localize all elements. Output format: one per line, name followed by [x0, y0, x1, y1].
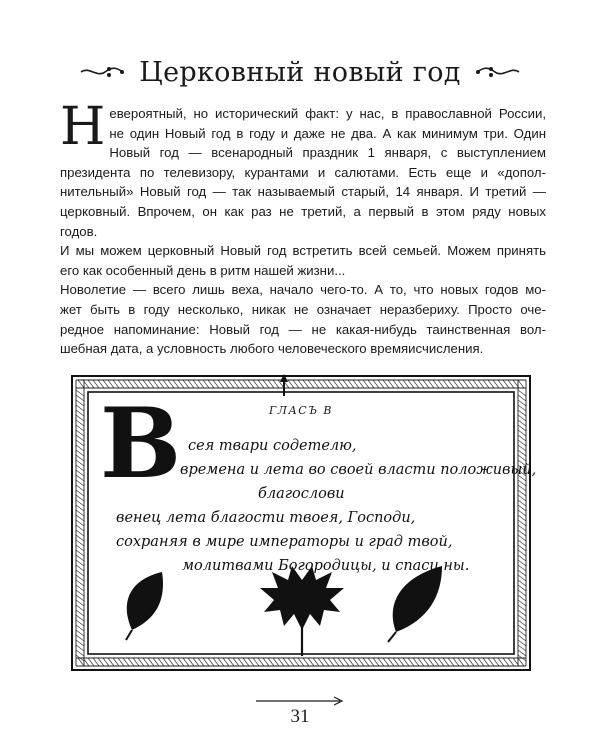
page-number: 31	[290, 706, 310, 727]
page-title: Церковный новый год	[139, 56, 461, 88]
text-line: церковный. Впрочем, он как раз не третий, а первый в этом ряду новых	[60, 203, 546, 219]
chant-line: молитвами Богородицы, и спаси ны.	[182, 558, 470, 574]
text-line: шебная дата, а условность любого человеческого времяисчисления.	[60, 341, 484, 357]
text-line: не один Новый год в году и даже не два. А как минимум три. Один	[109, 125, 546, 141]
text-line: президента по телевизору, курантами и салютами. Есть еще и «допол-	[60, 164, 546, 180]
text-line: Новолетие — всего лишь веха, начало чего-то. А то, что новых годов мо-	[60, 282, 546, 298]
text-line: евероятный, но исторический факт: у нас, в православной России,	[109, 106, 546, 121]
title-row	[0, 52, 600, 92]
article-body	[60, 97, 546, 359]
leaf-icon	[388, 566, 442, 642]
chant-line: времена и лета во своей власти положивый,	[180, 462, 537, 478]
text-line: годов.	[60, 223, 98, 239]
dropcap: Н	[60, 97, 106, 157]
paragraph-3	[60, 280, 546, 358]
paragraph-1	[60, 97, 546, 241]
maple-leaf-icon	[260, 566, 344, 656]
paragraph-2	[60, 241, 546, 280]
chant-line: благослови	[258, 486, 345, 502]
chant-line: сея твари содетелю,	[188, 438, 357, 454]
text-line: жет быть в году несколько, никак не означает неразбериху. Просто оче-	[60, 301, 546, 317]
text-line: его как особенный день в ритм нашей жизни...	[60, 262, 346, 278]
chant-line: сохраняя в мире императоры и град твой,	[116, 534, 453, 550]
illustration-frame	[70, 374, 537, 672]
arrow-right-icon	[256, 696, 344, 706]
leaf-icon	[126, 572, 163, 640]
text-line: нительный» Новый год — так называемый старый, 14 января. И третий —	[60, 184, 546, 200]
illuminated-initial: В	[100, 387, 182, 500]
text-line: редное напоминание: Новый год — не какая-нибудь таинственная вол-	[60, 321, 546, 337]
chant-line: венец лета благости твоея, Господи,	[116, 510, 416, 526]
text-line: И мы можем церковный Новый год встретить всей семьей. Можем принять	[60, 243, 546, 259]
illustration-heading: ГЛАСЪ В	[268, 404, 334, 417]
text-line: Новый год — всенародный праздник 1 января, с выступлением	[109, 145, 546, 161]
flourish-icon	[79, 64, 125, 80]
flourish-icon	[475, 64, 521, 80]
